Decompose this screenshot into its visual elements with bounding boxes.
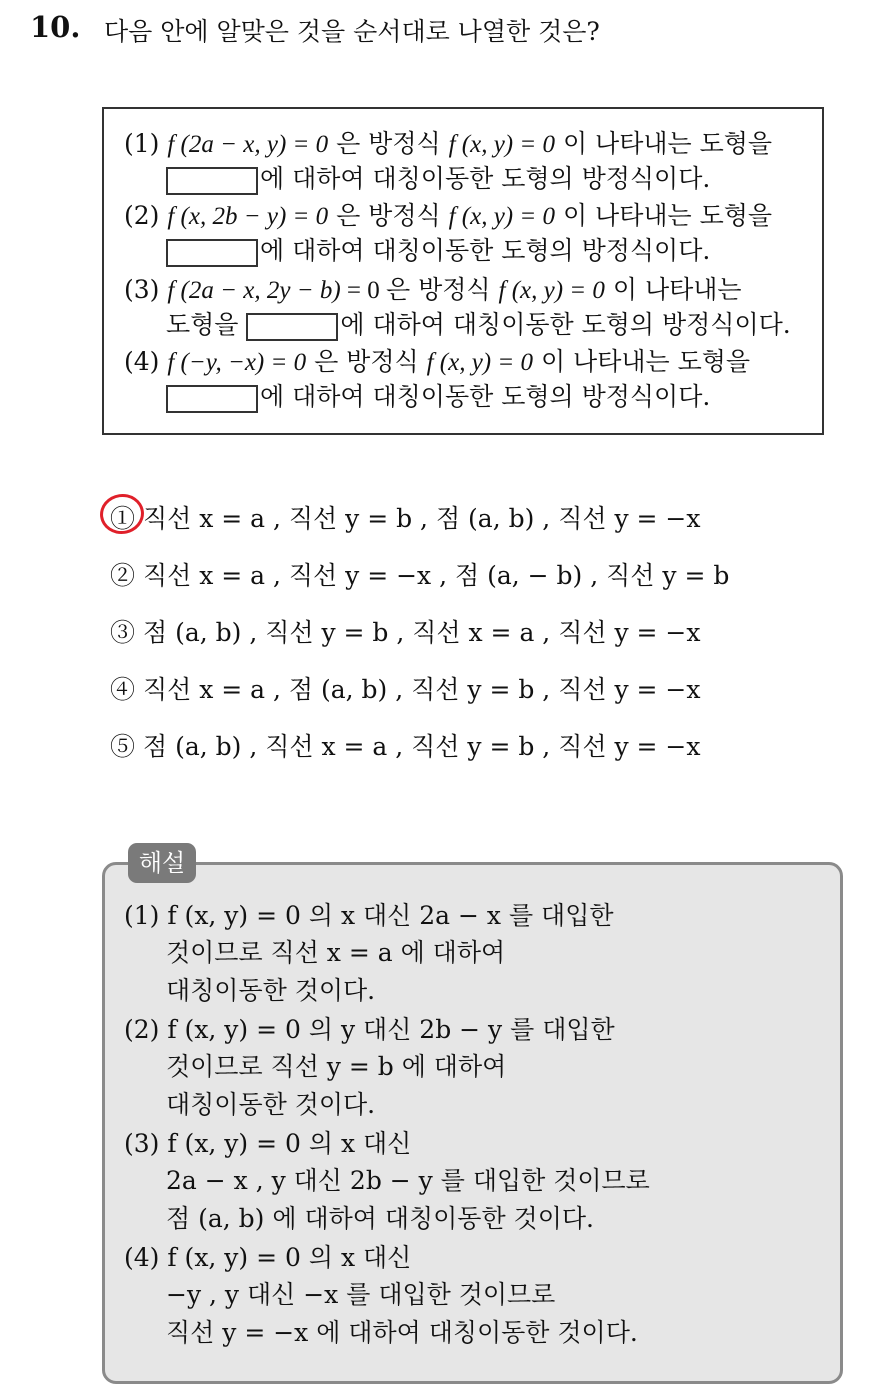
math-expression: f (x, y) = 0 xyxy=(426,349,534,376)
text: 도형을 xyxy=(166,310,247,339)
box-line-4 xyxy=(166,233,710,269)
math-expression: = 0 xyxy=(340,277,386,304)
solution-line: 대칭이동한 것이다. xyxy=(166,976,376,1005)
choice-mark: ④ xyxy=(110,675,136,704)
question-prompt: 다음 안에 알맞은 것을 순서대로 나열한 것은? xyxy=(104,17,600,46)
text: 이 나타내는 도형을 xyxy=(533,347,751,376)
text: 이 나타내는 도형을 xyxy=(555,129,773,158)
solution-line: (2) f (x, y) = 0 의 y 대신 2b − y 를 대입한 xyxy=(124,1015,615,1044)
answer-blank-2 xyxy=(166,239,258,267)
text: 이 나타내는 xyxy=(604,275,742,304)
item-label: (4) xyxy=(124,347,168,376)
box-line-1 xyxy=(124,126,772,163)
answer-blank-1 xyxy=(166,167,258,195)
choice-1[interactable] xyxy=(110,499,700,535)
text: 이 나타내는 도형을 xyxy=(555,201,773,230)
box-line-3 xyxy=(124,198,772,235)
text: 은 방정식 xyxy=(328,129,449,158)
solution-line: (4) f (x, y) = 0 의 x 대신 xyxy=(124,1243,412,1272)
text: 에 대하여 대칭이동한 도형의 방정식이다. xyxy=(340,310,791,339)
choice-text: 점 (a, b) , 직선 y = b , 직선 x = a , 직선 y = −x xyxy=(142,618,701,647)
answer-blank-3 xyxy=(246,313,338,341)
math-expression: f (x, y) = 0 xyxy=(448,131,556,158)
math-expression: f (2a − x, 2y − b) xyxy=(167,277,341,304)
text: 은 방정식 xyxy=(328,201,449,230)
choice-text: 직선 x = a , 직선 y = −x , 점 (a, − b) , 직선 y = b xyxy=(142,561,730,590)
solution-line: 것이므로 직선 x = a 에 대하여 xyxy=(166,938,506,967)
box-line-2 xyxy=(166,161,710,197)
solution-line: 대칭이동한 것이다. xyxy=(166,1090,376,1119)
math-expression: f (−y, −x) = 0 xyxy=(167,349,307,376)
solution-line: 것이므로 직선 y = b 에 대하여 xyxy=(166,1052,507,1081)
text: 에 대하여 대칭이동한 도형의 방정식이다. xyxy=(260,382,711,411)
choice-2[interactable] xyxy=(110,556,729,592)
item-label: (2) xyxy=(124,201,168,230)
choice-3[interactable] xyxy=(110,613,700,649)
math-expression: f (x, y) = 0 xyxy=(448,203,556,230)
answer-blank-4 xyxy=(166,385,258,413)
solution-line: (3) f (x, y) = 0 의 x 대신 xyxy=(124,1129,412,1158)
choice-4[interactable] xyxy=(110,670,700,706)
math-expression: f (x, y) = 0 xyxy=(498,277,605,304)
choice-5[interactable] xyxy=(110,727,700,763)
text: 에 대하여 대칭이동한 도형의 방정식이다. xyxy=(260,236,711,265)
math-expression: f (x, 2b − y) = 0 xyxy=(167,203,329,230)
choice-text: 직선 x = a , 점 (a, b) , 직선 y = b , 직선 y = −x xyxy=(142,675,701,704)
choice-mark: ② xyxy=(110,561,136,590)
solution-line: 직선 y = −x 에 대하여 대칭이동한 것이다. xyxy=(166,1318,638,1347)
solution-label: 해설 xyxy=(128,843,196,883)
choice-mark: ③ xyxy=(110,618,136,647)
box-line-5 xyxy=(124,272,742,309)
item-label: (3) xyxy=(124,275,168,304)
choice-text: 직선 x = a , 직선 y = b , 점 (a, b) , 직선 y = −x xyxy=(142,504,701,533)
solution-line: (1) f (x, y) = 0 의 x 대신 2a − x 를 대입한 xyxy=(124,901,614,930)
choice-text: 점 (a, b) , 직선 x = a , 직선 y = b , 직선 y = −x xyxy=(142,732,701,761)
text: 은 방정식 xyxy=(306,347,427,376)
choice-mark: ① xyxy=(110,504,136,533)
text: 은 방정식 xyxy=(386,275,499,304)
solution-line: −y , y 대신 −x 를 대입한 것이므로 xyxy=(166,1280,556,1309)
box-line-6 xyxy=(166,307,791,343)
choice-mark: ⑤ xyxy=(110,732,136,761)
text: 에 대하여 대칭이동한 도형의 방정식이다. xyxy=(260,164,711,193)
item-label: (1) xyxy=(124,129,168,158)
solution-line: 2a − x , y 대신 2b − y 를 대입한 것이므로 xyxy=(166,1166,650,1195)
solution-line: 점 (a, b) 에 대하여 대칭이동한 것이다. xyxy=(166,1204,594,1233)
math-expression: f (2a − x, y) = 0 xyxy=(167,131,329,158)
question-number: 10. xyxy=(30,10,81,44)
box-line-8 xyxy=(166,379,710,415)
box-line-7 xyxy=(124,344,750,381)
